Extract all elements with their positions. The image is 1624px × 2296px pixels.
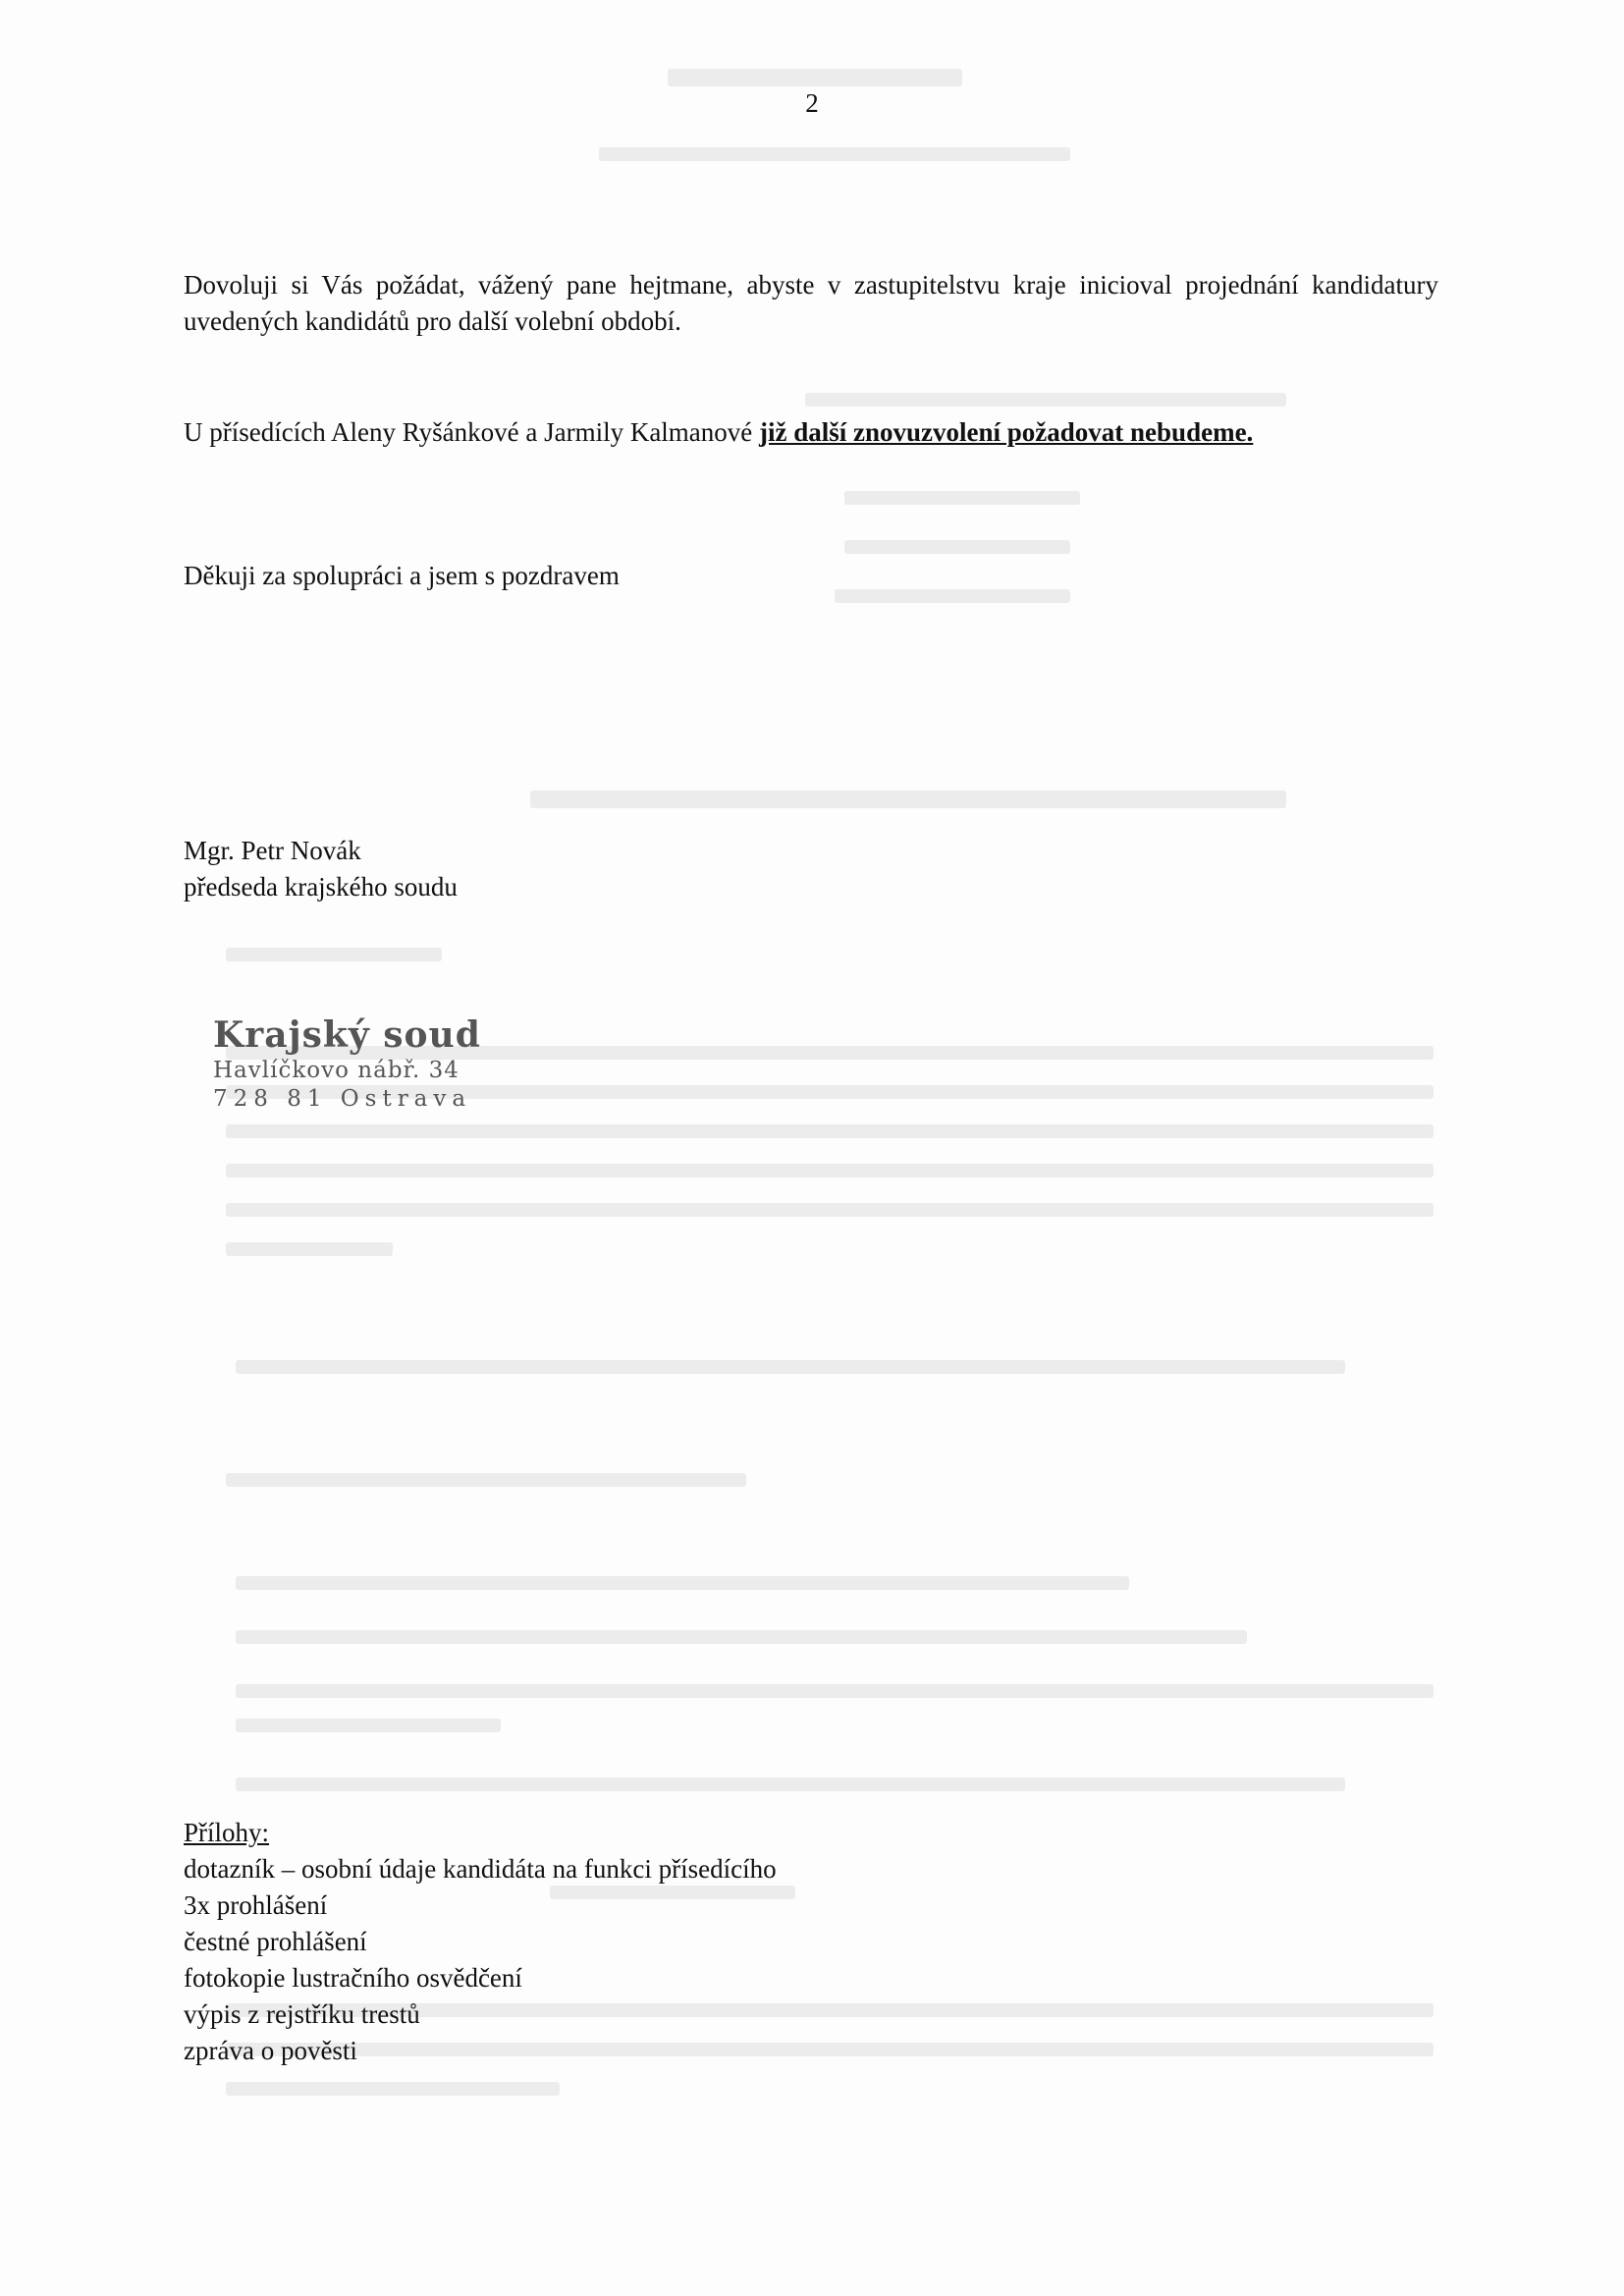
stamp-court-name: Krajský soud — [213, 1014, 481, 1056]
court-stamp — [213, 1013, 481, 1114]
attachment-item: 3x prohlášení — [184, 1890, 328, 1920]
closing-line: Děkuji za spolupráci a jsem s pozdravem — [184, 561, 620, 590]
attachment-item: fotokopie lustračního osvědčení — [184, 1963, 522, 1993]
request-paragraph: Dovoluji si Vás požádat, vážený pane hejtmane, abyste v zastupitelstvu kraje inicioval projednání kandidatury uvedených kandidátů pro další volební období. — [184, 270, 1438, 336]
signatory-title: předseda krajského soudu — [184, 872, 458, 902]
page-number: 2 — [805, 88, 819, 118]
lay-judges-paragraph — [184, 414, 1438, 451]
lay-judges-text: U přísedících Aleny Ryšánkové a Jarmily Kalmanové — [184, 417, 760, 447]
attachment-item: čestné prohlášení — [184, 1927, 367, 1956]
signatory-name: Mgr. Petr Novák — [184, 836, 361, 865]
attachments-heading: Přílohy: — [184, 1818, 270, 1847]
signature-block — [184, 833, 458, 905]
attachment-item: zpráva o pověsti — [184, 2036, 357, 2065]
attachment-item: výpis z rejstříku trestů — [184, 1999, 420, 2029]
lay-judges-emphasis: již další znovuzvolení požadovat nebudeme. — [759, 417, 1254, 447]
stamp-street: Havlíčkovo nábř. 34 — [213, 1058, 460, 1083]
attachments-section — [184, 1815, 777, 2069]
stamp-city: 728 81 Ostrava — [213, 1086, 472, 1112]
attachments-list — [184, 1851, 777, 2069]
attachment-item: dotazník – osobní údaje kandidáta na funkci přísedícího — [184, 1854, 777, 1884]
